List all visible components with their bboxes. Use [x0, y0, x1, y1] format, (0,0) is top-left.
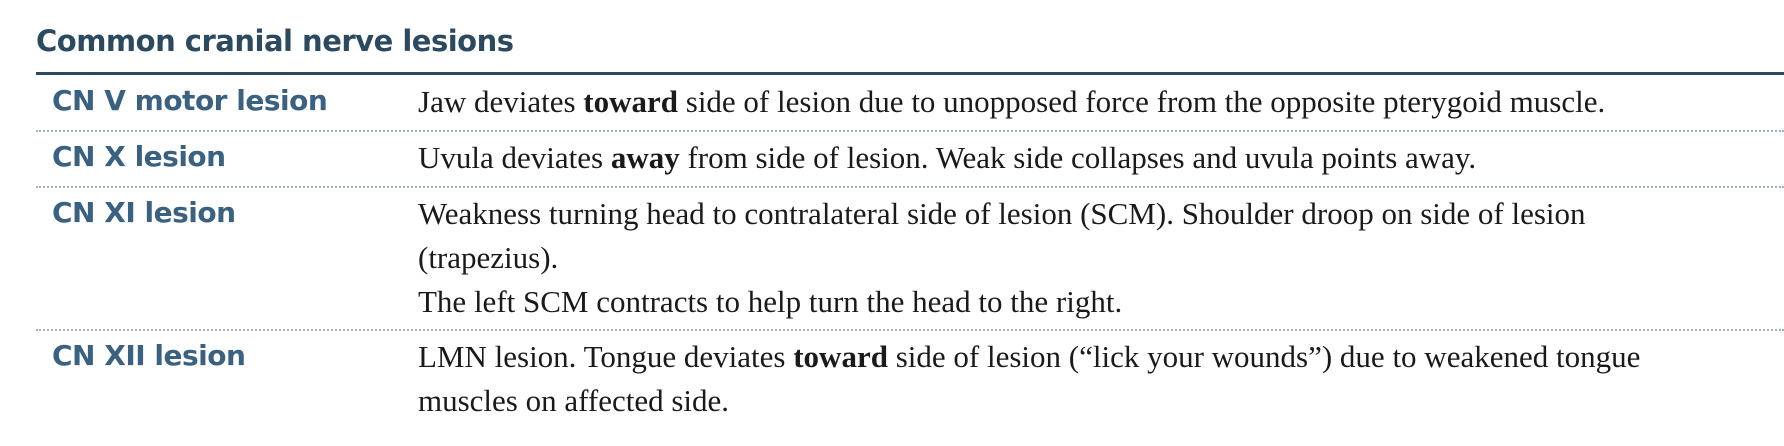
description-line-continued: muscles on affected side. [418, 383, 730, 418]
lesion-row-cn-v [36, 80, 1784, 124]
lesion-description [418, 335, 1778, 423]
lesion-row-cn-x [36, 136, 1784, 180]
description-line: The left SCM contracts to help turn the head to the right. [418, 284, 1123, 319]
description-line: Weakness turning head to contralateral side of lesion (SCM). Shoulder droop on side of lesion [418, 196, 1586, 231]
row-divider [36, 329, 1784, 331]
section-heading: Common cranial nerve lesions [36, 24, 514, 58]
emphasis-text: toward [793, 339, 888, 374]
lesion-term: CN V motor lesion [52, 84, 328, 117]
lesion-description [418, 192, 1778, 324]
lesion-row-cn-xi [36, 192, 1784, 324]
row-divider [36, 130, 1784, 132]
emphasis-text: away [610, 140, 680, 175]
lesion-description [418, 80, 1778, 124]
description-line: Jaw deviates toward side of lesion due to unopposed force from the opposite pterygoid muscle. [418, 84, 1606, 119]
lesion-term: CN X lesion [52, 140, 226, 173]
description-line-continued: (trapezius). [418, 240, 559, 275]
heading-rule [36, 72, 1784, 75]
emphasis-text: toward [583, 84, 678, 119]
lesion-term: CN XI lesion [52, 196, 236, 229]
row-divider [36, 186, 1784, 188]
lesion-description [418, 136, 1778, 180]
lesion-term: CN XII lesion [52, 339, 246, 372]
description-line: Uvula deviates away from side of lesion. Weak side collapses and uvula points away. [418, 140, 1477, 175]
description-line: LMN lesion. Tongue deviates toward side of lesion (“lick your wounds”) due to weakened tongue [418, 339, 1641, 374]
lesion-row-cn-xii [36, 335, 1784, 423]
